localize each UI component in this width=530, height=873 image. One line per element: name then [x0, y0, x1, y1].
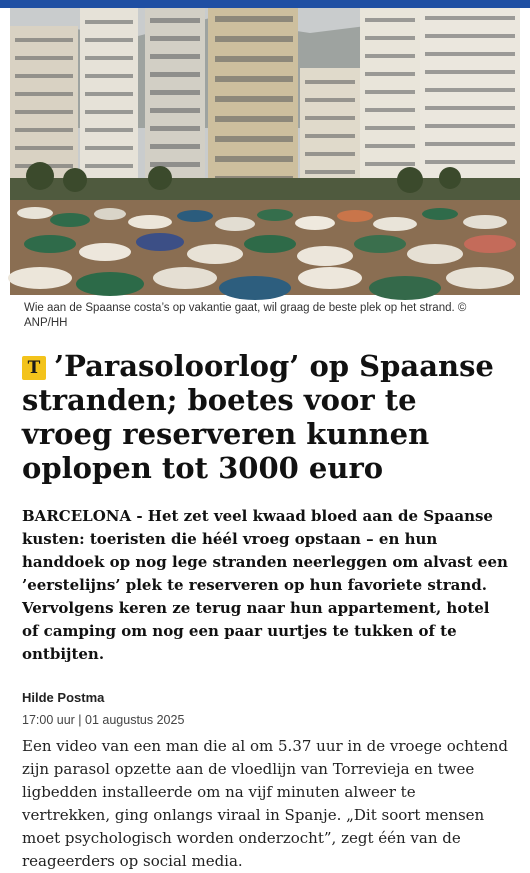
article-author[interactable]: Hilde Postma	[22, 690, 105, 705]
article-photo[interactable]	[10, 8, 520, 295]
article-title: ’Parasoloorlog’ op Spaanse stranden; boetes voor te vroeg reserveren kunnen oplopen tot 3000 euro	[22, 349, 494, 485]
photo-caption: Wie aan de Spaanse costa’s op vakantie gaat, wil graag de beste plek op het strand. © ANP/HH	[24, 302, 467, 329]
beach-photo-icon	[10, 8, 520, 295]
article-datetime: 17:00 uur | 01 augustus 2025	[22, 713, 185, 727]
article-lead: BARCELONA - Het zet veel kwaad bloed aan de Spaanse kusten: toeristen die héél vroeg opstaan – en hun handdoek op nog lege stranden neerleggen om alvast een ’eerstelijns’ plek te reserveren op hun favoriete strand. Vervolgens keren ze terug naar hun appartement, hotel of camping om nog een paar uurtjes te tukken of te ontbijten.	[22, 507, 508, 663]
top-accent-bar	[0, 0, 530, 8]
article-body: Een video van een man die al om 5.37 uur in de vroege ochtend zijn parasol opzette aan de vloedlijn van Torrevieja en twee ligbedden installeerde om na vijf minuten alweer te vertrekken, ging onlangs viraal in Spanje. „Dit soort mensen moet psychologisch worden onderzocht”, zegt één van de reageerders op social media.	[22, 737, 508, 870]
telegraaf-t-icon: T	[22, 356, 46, 380]
article-headline	[22, 349, 510, 485]
